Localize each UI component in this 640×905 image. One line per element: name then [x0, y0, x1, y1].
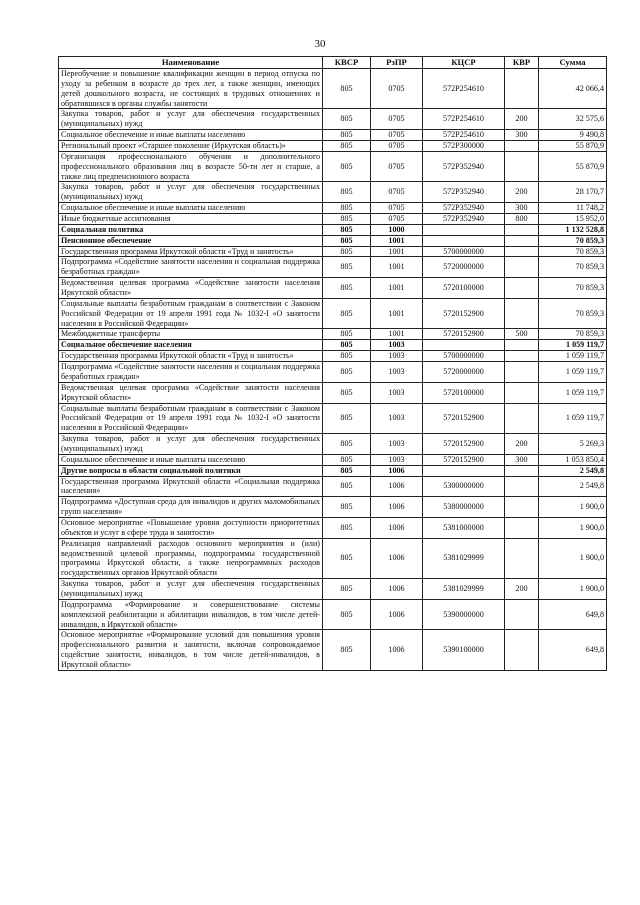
cell-rzpr: 1003: [371, 454, 423, 465]
cell-kvsr: 805: [323, 599, 371, 630]
table-row: [59, 278, 607, 299]
cell-sum: 1 059 119,7: [539, 382, 607, 403]
cell-sum: 1 900,0: [539, 497, 607, 518]
cell-kvsr: 805: [323, 298, 371, 329]
cell-rzpr: 1001: [371, 329, 423, 340]
cell-kcsr: 5381029999: [423, 579, 505, 600]
cell-kvsr: 805: [323, 235, 371, 246]
cell-rzpr: 1006: [371, 579, 423, 600]
cell-kvr: [505, 224, 539, 235]
cell-name: Другие вопросы в области социальной политики: [59, 465, 323, 476]
cell-kcsr: 5720100000: [423, 278, 505, 299]
cell-kcsr: 5720152900: [423, 434, 505, 455]
cell-rzpr: 0705: [371, 141, 423, 152]
cell-name: Социальное обеспечение и иные выплаты населению: [59, 130, 323, 141]
cell-name: Государственная программа Иркутской области «Труд и занятость»: [59, 351, 323, 362]
cell-kvr: [505, 351, 539, 362]
cell-kvr: 300: [505, 130, 539, 141]
cell-rzpr: 1001: [371, 278, 423, 299]
cell-sum: 70 859,3: [539, 246, 607, 257]
cell-name: Закупка товаров, работ и услуг для обеспечения государственных (муниципальных) нужд: [59, 579, 323, 600]
cell-name: Ведомственная целевая программа «Содействие занятости населения Иркутской области»: [59, 382, 323, 403]
cell-rzpr: 1006: [371, 538, 423, 578]
budget-table: [58, 56, 607, 671]
cell-sum: 70 859,3: [539, 257, 607, 278]
cell-name: Подпрограмма «Доступная среда для инвалидов и других маломобильных групп населения»: [59, 497, 323, 518]
cell-kvsr: 805: [323, 434, 371, 455]
table-row: [59, 182, 607, 203]
page-number: 30: [314, 38, 326, 50]
cell-kvr: 200: [505, 434, 539, 455]
cell-kcsr: 5380000000: [423, 497, 505, 518]
cell-kvr: [505, 362, 539, 383]
cell-name: Основное мероприятие «Формирование условий для повышения уровня профессионального развития и занятости, включая сопровождаемое содействие занятости, инвалидов, в том числе детей-инвалидов, в Иркутской области»: [59, 630, 323, 670]
cell-kcsr: [423, 235, 505, 246]
table-row: [59, 329, 607, 340]
cell-rzpr: 0705: [371, 69, 423, 109]
table-row: [59, 235, 607, 246]
cell-kvsr: 805: [323, 351, 371, 362]
cell-kvr: 200: [505, 182, 539, 203]
cell-kcsr: 5720152900: [423, 298, 505, 329]
cell-name: Закупка товаров, работ и услуг для обеспечения государственных (муниципальных) нужд: [59, 182, 323, 203]
cell-kvsr: 805: [323, 224, 371, 235]
cell-kvr: [505, 476, 539, 497]
header-name: Наименование: [59, 57, 323, 69]
cell-kvsr: 805: [323, 329, 371, 340]
cell-kvr: [505, 278, 539, 299]
cell-kvsr: 805: [323, 476, 371, 497]
cell-name: Реализация направлений расходов основного мероприятия и (или) ведомственной целевой программы, подпрограммы государственной программы Иркутской области, а также непрограммных расходов государственных органов Иркутской области: [59, 538, 323, 578]
cell-kvsr: 805: [323, 454, 371, 465]
cell-kvr: [505, 246, 539, 257]
cell-kvsr: 805: [323, 340, 371, 351]
cell-kvsr: 805: [323, 141, 371, 152]
cell-kvr: 300: [505, 203, 539, 214]
cell-kcsr: 5381000000: [423, 517, 505, 538]
cell-kcsr: 5720000000: [423, 257, 505, 278]
cell-rzpr: 1001: [371, 298, 423, 329]
cell-rzpr: 1003: [371, 434, 423, 455]
cell-rzpr: 1000: [371, 224, 423, 235]
cell-kvr: [505, 538, 539, 578]
cell-kvsr: 805: [323, 382, 371, 403]
cell-kvr: 200: [505, 109, 539, 130]
cell-kvr: 300: [505, 454, 539, 465]
cell-kvr: 200: [505, 579, 539, 600]
cell-kcsr: 5720100000: [423, 382, 505, 403]
cell-kvsr: 805: [323, 465, 371, 476]
cell-name: Подпрограмма «Формирование и совершенствование системы комплексной реабилитации и абилитации инвалидов, в том числе детей-инвалидов, в Иркутской области»: [59, 599, 323, 630]
cell-rzpr: 0705: [371, 151, 423, 182]
cell-kcsr: [423, 340, 505, 351]
cell-rzpr: 1006: [371, 465, 423, 476]
table-row: [59, 109, 607, 130]
cell-rzpr: 0705: [371, 182, 423, 203]
cell-rzpr: 1003: [371, 382, 423, 403]
cell-kcsr: 572P352940: [423, 203, 505, 214]
table-row: [59, 298, 607, 329]
cell-name: Государственная программа Иркутской области «Труд и занятость»: [59, 246, 323, 257]
cell-kvr: [505, 517, 539, 538]
cell-name: Социальные выплаты безработным гражданам в соответствии с Законом Российской Федерации от 19 апреля 1991 года № 1032-I «О занятости населения в Российской Федерации»: [59, 403, 323, 434]
cell-kcsr: 572P254610: [423, 109, 505, 130]
cell-kcsr: 5720152900: [423, 329, 505, 340]
cell-sum: 55 870,9: [539, 141, 607, 152]
table-body: [59, 69, 607, 671]
cell-sum: 70 859,3: [539, 278, 607, 299]
cell-sum: 70 859,3: [539, 235, 607, 246]
cell-kvr: [505, 69, 539, 109]
cell-kvr: 500: [505, 329, 539, 340]
table-row: [59, 630, 607, 670]
cell-sum: 28 170,7: [539, 182, 607, 203]
cell-name: Подпрограмма «Содействие занятости населения и социальная поддержка безработных граждан»: [59, 257, 323, 278]
cell-name: Социальные выплаты безработным гражданам в соответствии с Законом Российской Федерации от 19 апреля 1991 года № 1032-I «О занятости населения в Российской Федерации»: [59, 298, 323, 329]
cell-sum: 1 900,0: [539, 579, 607, 600]
table-row: [59, 203, 607, 214]
cell-rzpr: 1003: [371, 351, 423, 362]
cell-kvsr: 805: [323, 630, 371, 670]
cell-kvr: [505, 151, 539, 182]
cell-sum: 32 575,6: [539, 109, 607, 130]
cell-sum: 1 059 119,7: [539, 340, 607, 351]
cell-kvsr: 805: [323, 130, 371, 141]
cell-sum: 1 059 119,7: [539, 351, 607, 362]
cell-kvsr: 805: [323, 246, 371, 257]
cell-kcsr: 572P352940: [423, 151, 505, 182]
table-row: [59, 434, 607, 455]
cell-kvsr: 805: [323, 579, 371, 600]
table-row: [59, 497, 607, 518]
cell-rzpr: 1003: [371, 362, 423, 383]
cell-sum: 55 870,9: [539, 151, 607, 182]
header-kcsr: КЦСР: [423, 57, 505, 69]
table-row: [59, 224, 607, 235]
table-row: [59, 130, 607, 141]
table-row: [59, 362, 607, 383]
table-row: [59, 151, 607, 182]
cell-kvr: [505, 141, 539, 152]
cell-sum: 1 900,0: [539, 517, 607, 538]
cell-name: Социальное обеспечение населения: [59, 340, 323, 351]
cell-rzpr: 0705: [371, 214, 423, 225]
cell-kvr: [505, 630, 539, 670]
cell-rzpr: 1006: [371, 630, 423, 670]
table-row: [59, 214, 607, 225]
cell-kvsr: 805: [323, 203, 371, 214]
cell-sum: 70 859,3: [539, 298, 607, 329]
cell-sum: 11 748,2: [539, 203, 607, 214]
cell-kcsr: 5700000000: [423, 351, 505, 362]
header-sum: Сумма: [539, 57, 607, 69]
cell-kvsr: 805: [323, 403, 371, 434]
cell-sum: 2 549,8: [539, 465, 607, 476]
table-row: [59, 351, 607, 362]
cell-kvr: [505, 340, 539, 351]
cell-name: Социальное обеспечение и иные выплаты населению: [59, 203, 323, 214]
cell-name: Ведомственная целевая программа «Содействие занятости населения Иркутской области»: [59, 278, 323, 299]
cell-kvr: [505, 465, 539, 476]
cell-sum: 1 053 850,4: [539, 454, 607, 465]
table-row: [59, 465, 607, 476]
cell-kvsr: 805: [323, 362, 371, 383]
table-row: [59, 382, 607, 403]
table-header-row: [59, 57, 607, 69]
cell-kvr: [505, 382, 539, 403]
cell-kcsr: 5381029999: [423, 538, 505, 578]
cell-kvsr: 805: [323, 151, 371, 182]
cell-sum: 42 066,4: [539, 69, 607, 109]
cell-sum: 2 549,8: [539, 476, 607, 497]
cell-sum: 1 900,0: [539, 538, 607, 578]
cell-kvsr: 805: [323, 497, 371, 518]
cell-kcsr: 572P254610: [423, 130, 505, 141]
cell-kvr: [505, 497, 539, 518]
cell-rzpr: 1003: [371, 340, 423, 351]
cell-kvsr: 805: [323, 182, 371, 203]
cell-kcsr: 5390000000: [423, 599, 505, 630]
cell-rzpr: 0705: [371, 109, 423, 130]
cell-name: Региональный проект «Старшее поколение (Иркутская область)»: [59, 141, 323, 152]
cell-kcsr: 572P300000: [423, 141, 505, 152]
table-row: [59, 141, 607, 152]
cell-kcsr: [423, 465, 505, 476]
cell-sum: 649,8: [539, 599, 607, 630]
cell-kvsr: 805: [323, 257, 371, 278]
cell-sum: 649,8: [539, 630, 607, 670]
cell-kcsr: 572P352940: [423, 182, 505, 203]
cell-name: Закупка товаров, работ и услуг для обеспечения государственных (муниципальных) нужд: [59, 434, 323, 455]
cell-rzpr: 1003: [371, 403, 423, 434]
cell-name: Переобучение и повышение квалификации женщин в период отпуска по уходу за ребенком в возрасте до трех лет, а также женщин, имеющих детей дошкольного возраста, не состоящих в трудовых отношениях и обратившихся в органы службы занятости: [59, 69, 323, 109]
header-kvsr: КВСР: [323, 57, 371, 69]
cell-name: Социальное обеспечение и иные выплаты населению: [59, 454, 323, 465]
cell-kcsr: 5700000000: [423, 246, 505, 257]
cell-rzpr: 0705: [371, 203, 423, 214]
table-row: [59, 599, 607, 630]
table-row: [59, 257, 607, 278]
cell-name: Иные бюджетные ассигнования: [59, 214, 323, 225]
cell-sum: 9 490,8: [539, 130, 607, 141]
cell-kvsr: 805: [323, 538, 371, 578]
table-row: [59, 517, 607, 538]
cell-kvr: [505, 403, 539, 434]
cell-kvsr: 805: [323, 69, 371, 109]
header-kvr: КВР: [505, 57, 539, 69]
cell-kcsr: 572P352940: [423, 214, 505, 225]
cell-sum: 70 859,3: [539, 329, 607, 340]
cell-name: Социальная политика: [59, 224, 323, 235]
cell-rzpr: 1001: [371, 257, 423, 278]
table-row: [59, 340, 607, 351]
cell-kcsr: [423, 224, 505, 235]
cell-rzpr: 1006: [371, 476, 423, 497]
cell-rzpr: 0705: [371, 130, 423, 141]
cell-kvr: 800: [505, 214, 539, 225]
table-row: [59, 454, 607, 465]
cell-kcsr: 5390100000: [423, 630, 505, 670]
cell-sum: 15 952,0: [539, 214, 607, 225]
table-row: [59, 69, 607, 109]
cell-name: Закупка товаров, работ и услуг для обеспечения государственных (муниципальных) нужд: [59, 109, 323, 130]
table-row: [59, 476, 607, 497]
cell-rzpr: 1006: [371, 517, 423, 538]
cell-sum: 1 059 119,7: [539, 362, 607, 383]
cell-kcsr: 5720152900: [423, 403, 505, 434]
cell-kcsr: 5720000000: [423, 362, 505, 383]
cell-name: Организация профессионального обучения и дополнительного профессионального образования лиц в возрасте 50-ти лет и старше, а также лиц предпенсионного возраста: [59, 151, 323, 182]
cell-kvr: [505, 298, 539, 329]
cell-kvr: [505, 257, 539, 278]
table-row: [59, 403, 607, 434]
cell-name: Пенсионное обеспечение: [59, 235, 323, 246]
cell-kvr: [505, 599, 539, 630]
cell-kcsr: 572P254610: [423, 69, 505, 109]
cell-rzpr: 1006: [371, 599, 423, 630]
cell-name: Подпрограмма «Содействие занятости населения и социальная поддержка безработных граждан»: [59, 362, 323, 383]
cell-sum: 1 059 119,7: [539, 403, 607, 434]
cell-name: Межбюджетные трансферты: [59, 329, 323, 340]
cell-kvsr: 805: [323, 278, 371, 299]
cell-rzpr: 1006: [371, 497, 423, 518]
header-rzpr: РзПР: [371, 57, 423, 69]
cell-kcsr: 5720152900: [423, 454, 505, 465]
cell-kvr: [505, 235, 539, 246]
cell-name: Государственная программа Иркутской области «Социальная поддержка населения»: [59, 476, 323, 497]
table-row: [59, 538, 607, 578]
table-row: [59, 579, 607, 600]
cell-kcsr: 5300000000: [423, 476, 505, 497]
cell-rzpr: 1001: [371, 235, 423, 246]
table-row: [59, 246, 607, 257]
cell-sum: 1 132 528,8: [539, 224, 607, 235]
cell-kvsr: 805: [323, 517, 371, 538]
cell-sum: 5 269,3: [539, 434, 607, 455]
cell-kvsr: 805: [323, 214, 371, 225]
cell-kvsr: 805: [323, 109, 371, 130]
cell-rzpr: 1001: [371, 246, 423, 257]
cell-name: Основное мероприятие «Повышение уровня доступности приоритетных объектов и услуг в сфере труда и занятости»: [59, 517, 323, 538]
